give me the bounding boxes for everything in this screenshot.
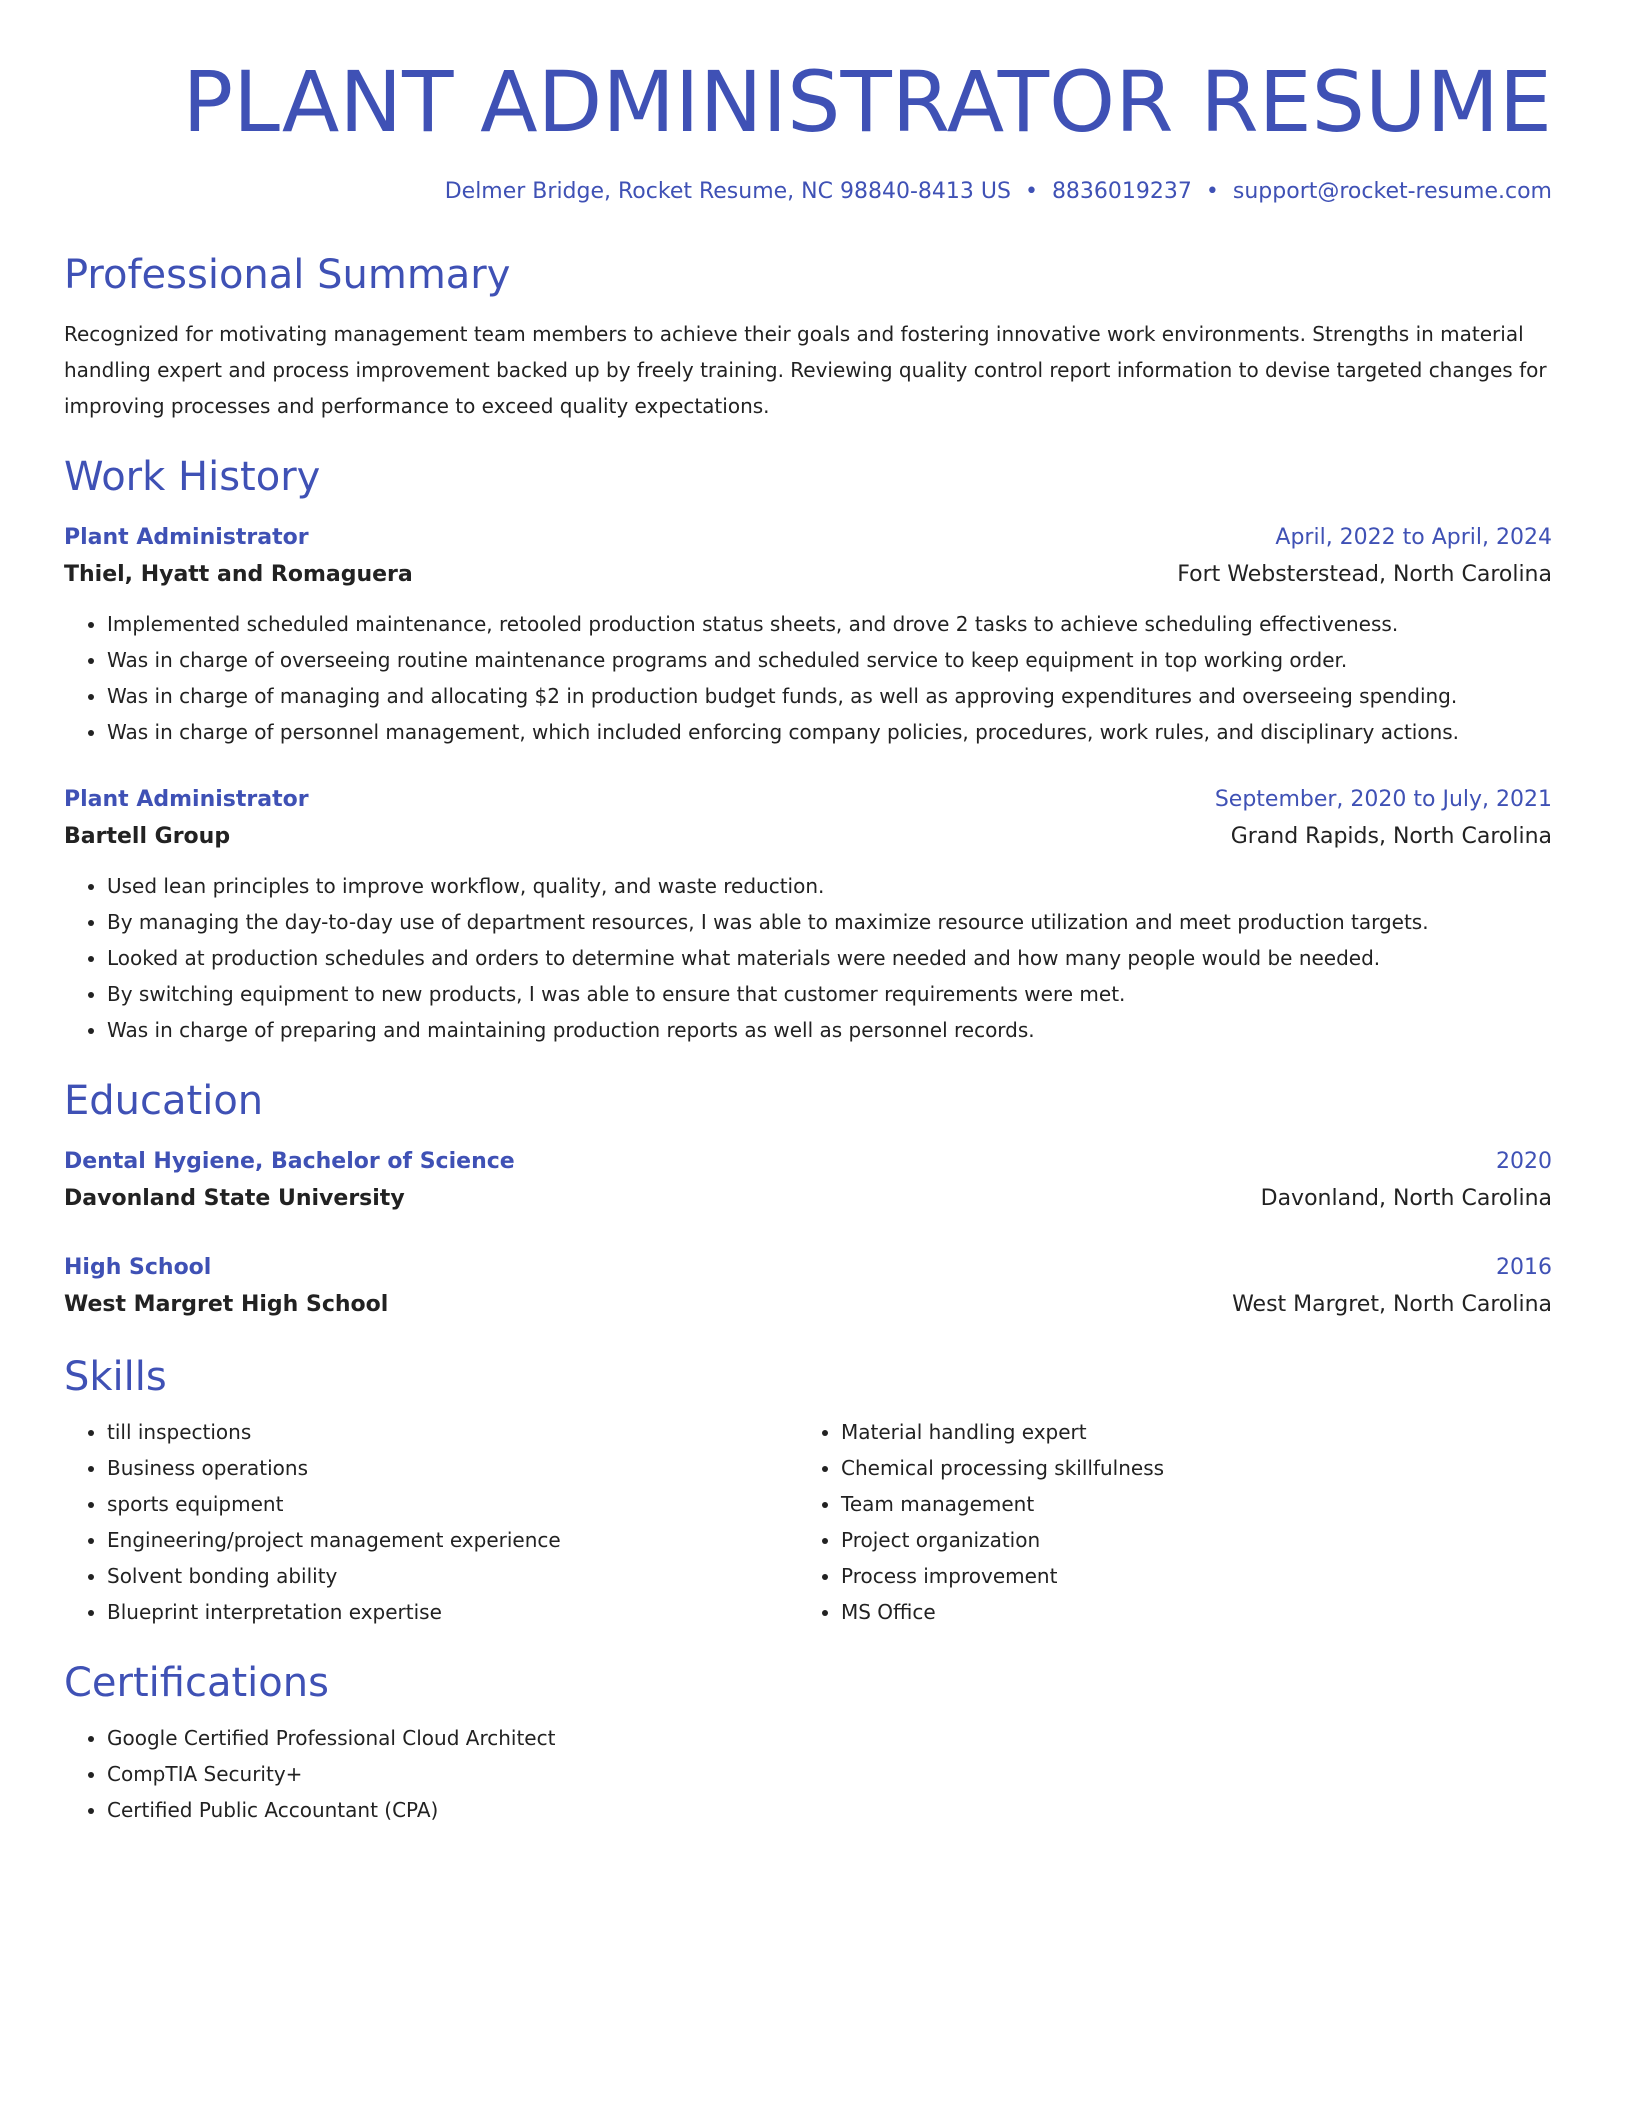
job-dates: September, 2020 to July, 2021 xyxy=(1214,787,1552,812)
summary-text: Recognized for motivating management team members to achieve their goals and fostering innovative work environments. Strengths in material handling expert and process improvement backed up by freely training. Reviewing quality control report information to devise targeted changes for improving processes and performance to exceed quality expectations. xyxy=(64,322,1547,418)
job-bullet: • Was in charge of overseeing routine maintenance programs and scheduled service to keep equipment in top working order. xyxy=(107,642,1552,678)
job-bullet: • By switching equipment to new products, I was able to ensure that customer requirements were met. xyxy=(107,976,1552,1012)
education-entry xyxy=(64,1144,1552,1218)
job-company: Thiel, Hyatt and Romaguera xyxy=(64,562,413,587)
education-year: 2016 xyxy=(1496,1255,1552,1280)
work-history-heading: Work History xyxy=(64,454,321,500)
skills-list xyxy=(64,1414,798,1630)
certifications-list xyxy=(64,1720,1552,1828)
skill-item: • sports equipment xyxy=(107,1486,798,1522)
certification-item: • Certified Public Accountant (CPA) xyxy=(107,1792,1552,1828)
job-dates: April, 2022 to April, 2024 xyxy=(1275,525,1552,550)
education-location: West Margret, North Carolina xyxy=(1232,1292,1552,1317)
job-bullet: • By managing the day-to-day use of department resources, I was able to maximize resource utilization and meet production targets. xyxy=(107,904,1552,940)
contact-phone: 8836019237 xyxy=(1051,179,1192,204)
job-bullet: • Was in charge of preparing and maintaining production reports as well as personnel records. xyxy=(107,1012,1552,1048)
resume-page xyxy=(64,0,1552,1828)
job-entry xyxy=(64,520,1552,750)
education-heading: Education xyxy=(64,1078,264,1124)
job-bullets xyxy=(64,868,1552,1048)
job-bullet: • Looked at production schedules and orders to determine what materials were needed and how many people would be needed. xyxy=(107,940,1552,976)
education-school: West Margret High School xyxy=(64,1292,389,1317)
skills-columns xyxy=(64,1414,1552,1630)
contact-address: Delmer Bridge, Rocket Resume, NC 98840-8413 US xyxy=(444,179,1011,204)
education-year: 2020 xyxy=(1496,1149,1552,1174)
education-entry xyxy=(64,1250,1552,1324)
certification-item: • Google Certified Professional Cloud Architect xyxy=(107,1720,1552,1756)
certification-item: • CompTIA Security+ xyxy=(107,1756,1552,1792)
education-degree: High School xyxy=(64,1255,212,1280)
contact-separator: • xyxy=(1205,179,1219,204)
job-bullet: • Used lean principles to improve workflow, quality, and waste reduction. xyxy=(107,868,1552,904)
job-location: Grand Rapids, North Carolina xyxy=(1230,824,1552,849)
skill-item: • Process improvement xyxy=(841,1558,1532,1594)
skill-item: • Project organization xyxy=(841,1522,1532,1558)
job-entry xyxy=(64,782,1552,1048)
skill-item: • Blueprint interpretation expertise xyxy=(107,1594,798,1630)
skill-item: • MS Office xyxy=(841,1594,1532,1630)
skills-column-right xyxy=(798,1414,1532,1630)
resume-title: PLANT ADMINISTRATOR RESUME xyxy=(182,53,1552,151)
skills-list xyxy=(798,1414,1532,1630)
skill-item: • Team management xyxy=(841,1486,1532,1522)
skill-item: • Engineering/project management experience xyxy=(107,1522,798,1558)
skill-item: • Material handling expert xyxy=(841,1414,1532,1450)
summary-heading: Professional Summary xyxy=(64,252,511,298)
education-school: Davonland State University xyxy=(64,1186,405,1211)
job-bullet: • Was in charge of personnel management, which included enforcing company policies, procedures, work rules, and disciplinary actions. xyxy=(107,714,1552,750)
skill-item: • Solvent bonding ability xyxy=(107,1558,798,1594)
skill-item: • Chemical processing skillfulness xyxy=(841,1450,1532,1486)
job-location: Fort Websterstead, North Carolina xyxy=(1177,562,1552,587)
skill-item: • Business operations xyxy=(107,1450,798,1486)
education-location: Davonland, North Carolina xyxy=(1260,1186,1552,1211)
job-title: Plant Administrator xyxy=(64,787,309,812)
contact-email[interactable]: support@rocket-resume.com xyxy=(1232,179,1552,204)
education-degree: Dental Hygiene, Bachelor of Science xyxy=(64,1149,515,1174)
contact-line xyxy=(64,178,1552,206)
job-bullet: • Was in charge of managing and allocating $2 in production budget funds, as well as approving expenditures and overseeing spending. xyxy=(107,678,1552,714)
job-bullets xyxy=(64,606,1552,750)
contact-separator: • xyxy=(1024,179,1038,204)
job-title: Plant Administrator xyxy=(64,525,309,550)
job-company: Bartell Group xyxy=(64,824,231,849)
skill-item: • till inspections xyxy=(107,1414,798,1450)
skills-column-left xyxy=(64,1414,798,1630)
job-bullet: • Implemented scheduled maintenance, retooled production status sheets, and drove 2 tasks to achieve scheduling effectiveness. xyxy=(107,606,1552,642)
certifications-heading: Certifications xyxy=(64,1660,329,1706)
skills-heading: Skills xyxy=(64,1354,167,1400)
